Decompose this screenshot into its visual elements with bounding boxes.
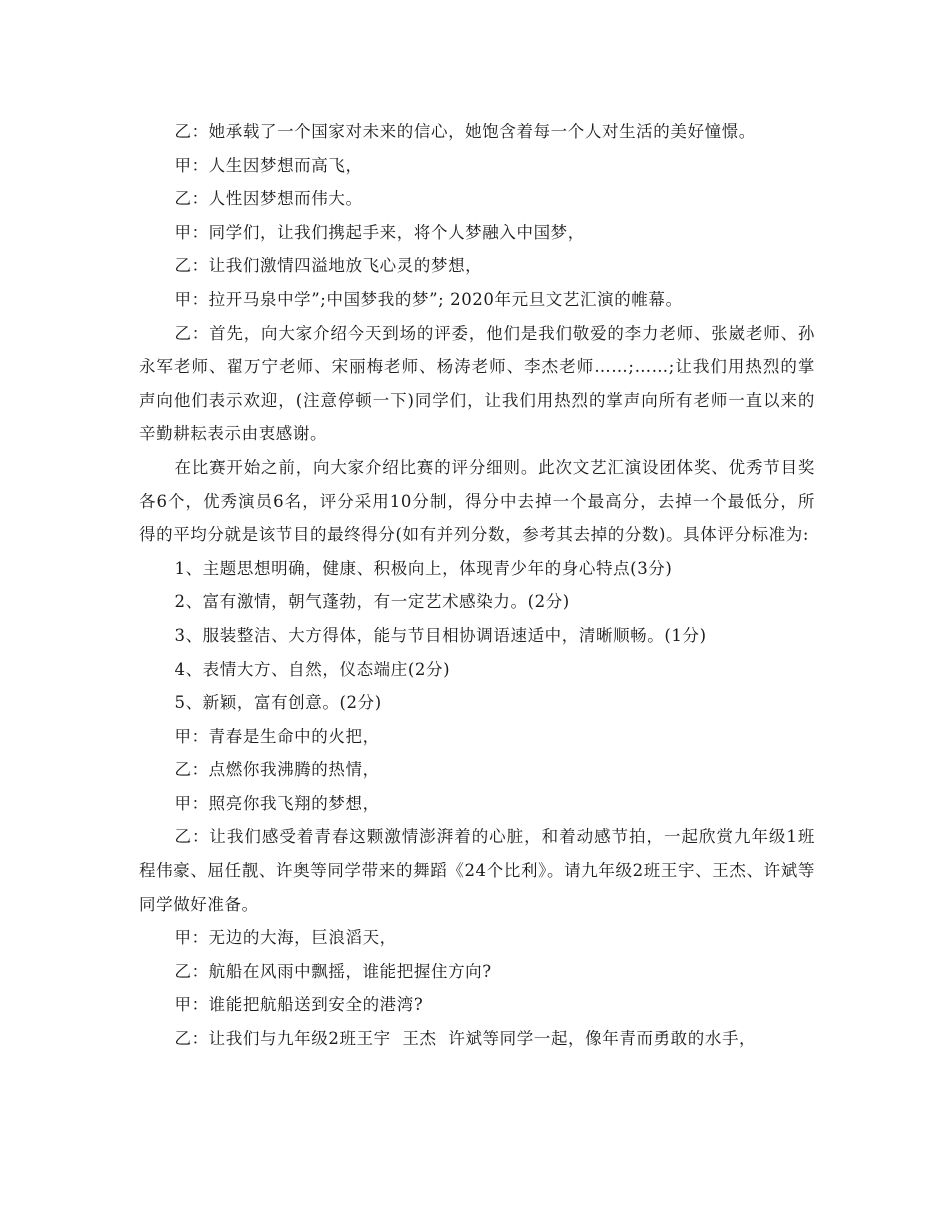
scoring-criterion: 1、主题思想明确，健康、积极向上，体现青少年的身心特点(3分) <box>174 558 673 578</box>
paragraph: 甲：照亮你我飞翔的梦想， <box>174 793 380 813</box>
paragraph: 乙：人性因梦想而伟大。 <box>174 189 363 209</box>
paragraph: 乙：航船在风雨中飘摇，谁能把握住方向? <box>174 961 492 981</box>
paragraph: 乙：让我们感受着青春这颗激情澎湃着的心脏，和着动感节拍，一起欣赏九年级1班程伟豪、屈任靓、许奥等同学带来的舞蹈《24个比利》。请九年级2班王宇、王杰、许斌等同学做好准备。 <box>139 827 815 914</box>
scoring-criterion: 4、表情大方、自然，仪态端庄(2分) <box>174 659 451 679</box>
paragraph: 甲：无边的大海，巨浪滔天， <box>174 928 397 948</box>
paragraph: 乙：点燃你我沸腾的热情， <box>174 760 380 780</box>
scoring-criterion: 2、富有激情，朝气蓬勃，有一定艺术感染力。(2分) <box>174 592 570 612</box>
paragraph: 甲：青春是生命中的火把， <box>174 726 380 746</box>
paragraph: 乙：让我们激情四溢地放飞心灵的梦想， <box>174 256 483 276</box>
paragraph: 甲：拉开马泉中学”;中国梦我的梦”; 2020年元旦文艺汇演的帷幕。 <box>174 289 683 309</box>
paragraph: 乙：她承载了一个国家对未来的信心，她饱含着每一个人对生活的美好憧憬。 <box>174 122 756 141</box>
scoring-criterion: 5、新颖，富有创意。(2分) <box>174 693 382 713</box>
scoring-criterion: 3、服装整洁、大方得体，能与节目相协调语速适中，清晰顺畅。(1分) <box>174 625 707 645</box>
paragraph: 甲：人生因梦想而高飞， <box>174 155 363 175</box>
paragraph: 乙：首先，向大家介绍今天到场的评委，他们是我们敬爱的李力老师、张崴老师、孙永军老师、翟万宁老师、宋丽梅老师、杨涛老师、李杰老师……;……;让我们用热烈的掌声向他们表示欢迎，(注意停顿一下)同学们，让我们用热烈的掌声向所有老师一直以来的辛勤耕耘表示由衷感谢。 <box>139 323 815 444</box>
paragraph: 在比赛开始之前，向大家介绍比赛的评分细则。此次文艺汇演设团体奖、优秀节目奖各6个，优秀演员6名，评分采用10分制，得分中去掉一个最高分，去掉一个最低分，所得的平均分就是该节目的最终得分(如有并列分数，参考其去掉的分数)。具体评分标准为: <box>139 457 815 545</box>
paragraph: 乙：让我们与九年级2班王宇 王杰 许斌等同学一起，像年青而勇敢的水手， <box>174 1029 757 1049</box>
paragraph: 甲：同学们，让我们携起手来，将个人梦融入中国梦， <box>174 222 585 242</box>
document-body <box>139 115 815 1056</box>
paragraph: 甲：谁能把航船送到安全的港湾? <box>174 995 424 1015</box>
